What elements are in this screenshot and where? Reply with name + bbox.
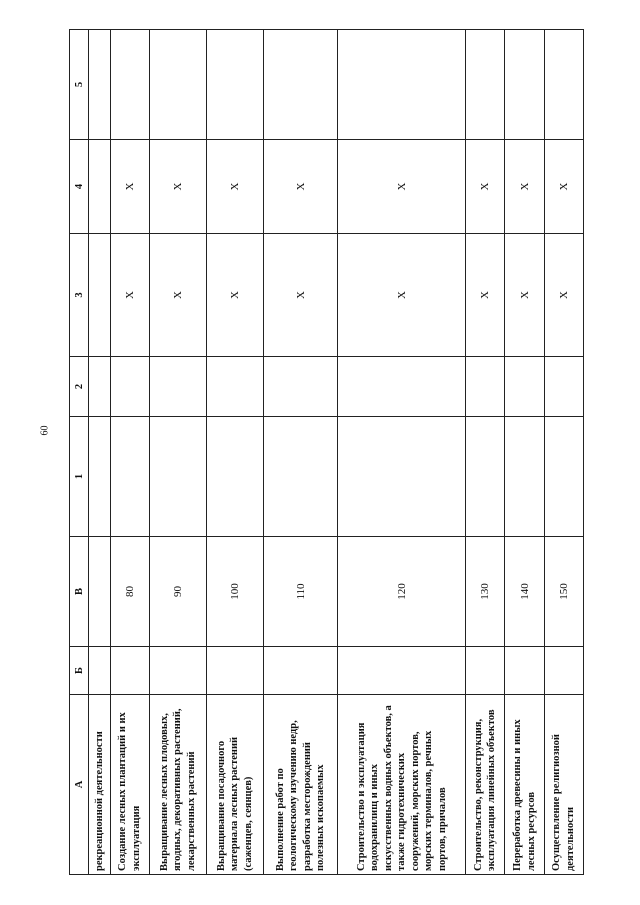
table-row	[110, 30, 149, 875]
cell-col3: X	[544, 234, 583, 357]
cell-col4	[89, 140, 111, 234]
cell-col2	[149, 357, 206, 417]
cell-col4: X	[505, 140, 544, 234]
cell-col5	[206, 30, 263, 140]
cell-col1	[110, 417, 149, 537]
cell-col2	[263, 357, 338, 417]
cell-col3: X	[110, 234, 149, 357]
cell-b	[110, 647, 149, 695]
header-cell-5: 5	[70, 30, 89, 140]
cell-col4: X	[466, 140, 505, 234]
cell-col2	[544, 357, 583, 417]
header-cell-a: А	[70, 695, 89, 875]
table-row	[149, 30, 206, 875]
code-cell: 130	[466, 537, 505, 647]
cell-col1	[505, 417, 544, 537]
data-table	[69, 29, 584, 875]
table-row	[505, 30, 544, 875]
cell-col3: X	[206, 234, 263, 357]
cell-b	[206, 647, 263, 695]
code-cell: 100	[206, 537, 263, 647]
activity-cell: Создание лесных плантаций и их эксплуатация	[110, 695, 149, 875]
cell-col5	[466, 30, 505, 140]
header-cell-3: 3	[70, 234, 89, 357]
header-row	[70, 30, 89, 875]
cell-col3: X	[149, 234, 206, 357]
header-cell-v: В	[70, 537, 89, 647]
cell-b	[149, 647, 206, 695]
cell-col5	[505, 30, 544, 140]
cell-col4: X	[110, 140, 149, 234]
cell-col1	[89, 417, 111, 537]
cell-col3: X	[338, 234, 466, 357]
code-cell: 140	[505, 537, 544, 647]
cell-col2	[466, 357, 505, 417]
table-row	[338, 30, 466, 875]
code-cell: 120	[338, 537, 466, 647]
cell-col2	[505, 357, 544, 417]
cell-b	[263, 647, 338, 695]
activity-cell: рекреационной деятельности	[89, 695, 111, 875]
table-row	[89, 30, 111, 875]
cell-b	[89, 647, 111, 695]
activity-cell: Осуществление религиозной деятельности	[544, 695, 583, 875]
cell-col1	[338, 417, 466, 537]
rotated-table-container	[69, 30, 584, 875]
cell-col2	[206, 357, 263, 417]
cell-col2	[338, 357, 466, 417]
code-cell: 90	[149, 537, 206, 647]
activity-cell: Переработка древесины и иных лесных ресурсов	[505, 695, 544, 875]
cell-col4: X	[149, 140, 206, 234]
activity-cell: Строительство, реконструкция, эксплуатация линейных объектов	[466, 695, 505, 875]
cell-col5	[110, 30, 149, 140]
cell-col3: X	[466, 234, 505, 357]
header-cell-4: 4	[70, 140, 89, 234]
cell-b	[466, 647, 505, 695]
cell-col1	[544, 417, 583, 537]
cell-col1	[466, 417, 505, 537]
cell-col1	[263, 417, 338, 537]
cell-col5	[149, 30, 206, 140]
cell-col1	[206, 417, 263, 537]
cell-col2	[89, 357, 111, 417]
header-cell-b: Б	[70, 647, 89, 695]
activity-cell: Выполнение работ по геологическому изучению недр, разработка месторождений полезных ископаемых	[263, 695, 338, 875]
cell-b	[505, 647, 544, 695]
activity-cell: Выращивание посадочного материала лесных растений (саженцев, сеянцев)	[206, 695, 263, 875]
cell-col5	[89, 30, 111, 140]
cell-col5	[338, 30, 466, 140]
code-cell	[89, 537, 111, 647]
cell-col3: X	[263, 234, 338, 357]
page-number: 60	[39, 425, 51, 436]
cell-b	[544, 647, 583, 695]
cell-col4: X	[206, 140, 263, 234]
cell-col4: X	[338, 140, 466, 234]
header-cell-2: 2	[70, 357, 89, 417]
table-row	[206, 30, 263, 875]
cell-col4: X	[544, 140, 583, 234]
cell-col5	[544, 30, 583, 140]
cell-col3	[89, 234, 111, 357]
cell-col2	[110, 357, 149, 417]
cell-b	[338, 647, 466, 695]
code-cell: 80	[110, 537, 149, 647]
table-row	[544, 30, 583, 875]
cell-col1	[149, 417, 206, 537]
activity-cell: Строительство и эксплуатация водохранилищ и иных искусственных водных объектов, а также гидротехнических сооружений, морских портов, морских терминалов, речных портов, причалов	[338, 695, 466, 875]
code-cell: 110	[263, 537, 338, 647]
cell-col5	[263, 30, 338, 140]
code-cell: 150	[544, 537, 583, 647]
table-row	[466, 30, 505, 875]
cell-col3: X	[505, 234, 544, 357]
activity-cell: Выращивание лесных плодовых, ягодных, декоративных растений, лекарственных растений	[149, 695, 206, 875]
table-row	[263, 30, 338, 875]
table-wrapper	[69, 30, 584, 875]
header-cell-1: 1	[70, 417, 89, 537]
cell-col4: X	[263, 140, 338, 234]
